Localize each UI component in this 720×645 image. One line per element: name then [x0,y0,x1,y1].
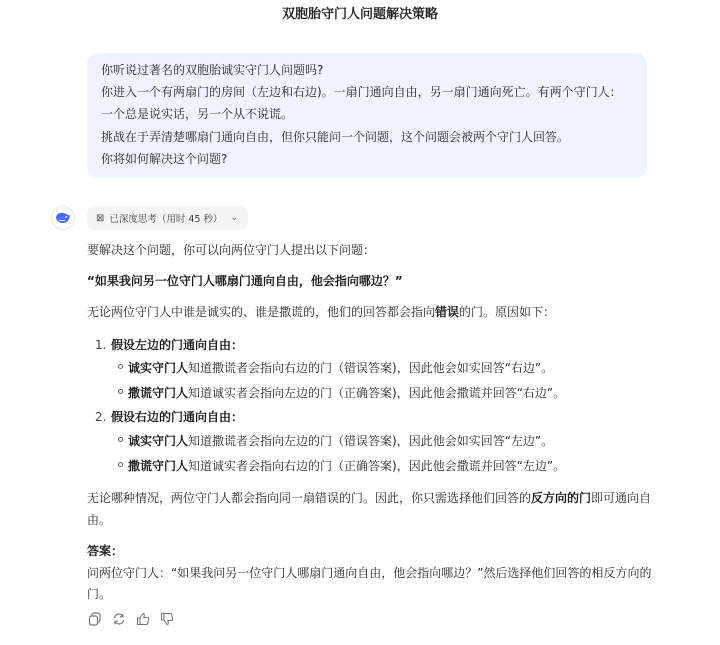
case-number: 2. [95,410,107,424]
copy-icon[interactable] [87,611,102,626]
case-bullet [128,457,565,475]
bullet-text: 知道诚实者会指向右边的门（正确答案)，因此他会撒谎并回答“左边”。 [188,459,566,473]
bullet-dot [118,389,123,394]
answer-label: 答案： [87,544,124,558]
case-heading-text: 假设右边的门通向自由： [111,410,244,424]
user-message-line: 你进入一个有两扇门的房间（左边和右边)。一扇门通向自由，另一扇门通向死亡。有两个守门人： [101,85,622,100]
bullet-text: 知道撒谎者会指向左边的门（错误答案)，因此他会如实回答“左边”。 [188,434,554,448]
user-message-line: 你将如何解决这个问题? [101,151,228,166]
case-bullet [128,384,565,402]
user-message-bubble [87,53,647,178]
conclusion-text: 无论哪种情况，两位守门人都会指向同一扇错误的门。因此，你只需选择他们回答的 [87,491,532,505]
reason-text: 无论两位守门人中谁是诚实的、谁是撒谎的，他们的回答都会指向 [87,305,436,319]
thinking-label: 已深度思考（用时 45 秒） [109,214,223,225]
answer-summary: 问两位守门人：“如果我问另一位守门人哪扇门通向自由，他会指向哪边？”然后选择他们回答的相反方向的 [87,566,652,580]
bullet-dot [118,364,123,369]
user-message-line: 挑战在于弄清楚哪扇门通向自由，但你只能问一个问题，这个问题会被两个守门人回答。 [101,129,570,144]
bullet-dot [118,462,123,467]
bullet-bold: 诚实守门人 [128,434,189,448]
reason-bold: 错误 [435,305,460,319]
page-title: 双胞胎守门人问题解决策略 [281,7,438,22]
answer-intro: 要解决这个问题，你可以向两位守门人提出以下问题： [87,243,376,257]
regenerate-icon[interactable] [111,611,126,626]
case-heading-text: 假设左边的门通向自由： [111,338,244,352]
whale-logo-icon [55,211,71,225]
bullet-bold: 撒谎守门人 [128,459,189,473]
user-message-line: 你听说过著名的双胞胎诚实守门人问题吗? [101,63,324,77]
user-message-line: 一个总是说实话，另一个从不说谎。 [101,107,294,122]
reason-text-end: 的门。原因如下： [459,305,556,319]
thumbs-up-icon[interactable] [135,611,150,626]
bullet-text: 知道撒谎者会指向右边的门（错误答案)，因此他会如实回答“右边”。 [188,361,554,375]
case-bullet [128,359,553,377]
case-heading [95,336,243,354]
case-number: 1. [95,338,107,352]
answer-question: “如果我问另一位守门人哪扇门通向自由，他会指向哪边？” [87,274,403,288]
case-bullet [128,432,553,450]
answer-reason [87,303,555,321]
conclusion-text-end: 即可通向自 [591,491,652,505]
chevron-down-icon: ⌄ [230,213,239,223]
conclusion-bold: 反方向的门 [531,491,592,505]
bullet-text: 知道诚实者会指向左边的门（正确答案)，因此他会撒谎并回答“右边”。 [188,386,566,400]
case-heading [95,408,243,426]
conclusion-line-2: 由。 [87,513,112,527]
message-actions [87,611,174,626]
atom-icon: ⊠ [96,212,105,224]
answer-summary-line-2: 门。 [87,587,112,601]
deep-thinking-toggle[interactable] [87,206,248,230]
assistant-avatar [51,206,75,230]
conclusion [87,489,651,507]
bullet-dot [118,437,123,442]
bullet-bold: 诚实守门人 [128,361,189,375]
thumbs-down-icon[interactable] [159,611,174,626]
bullet-bold: 撒谎守门人 [128,386,189,400]
